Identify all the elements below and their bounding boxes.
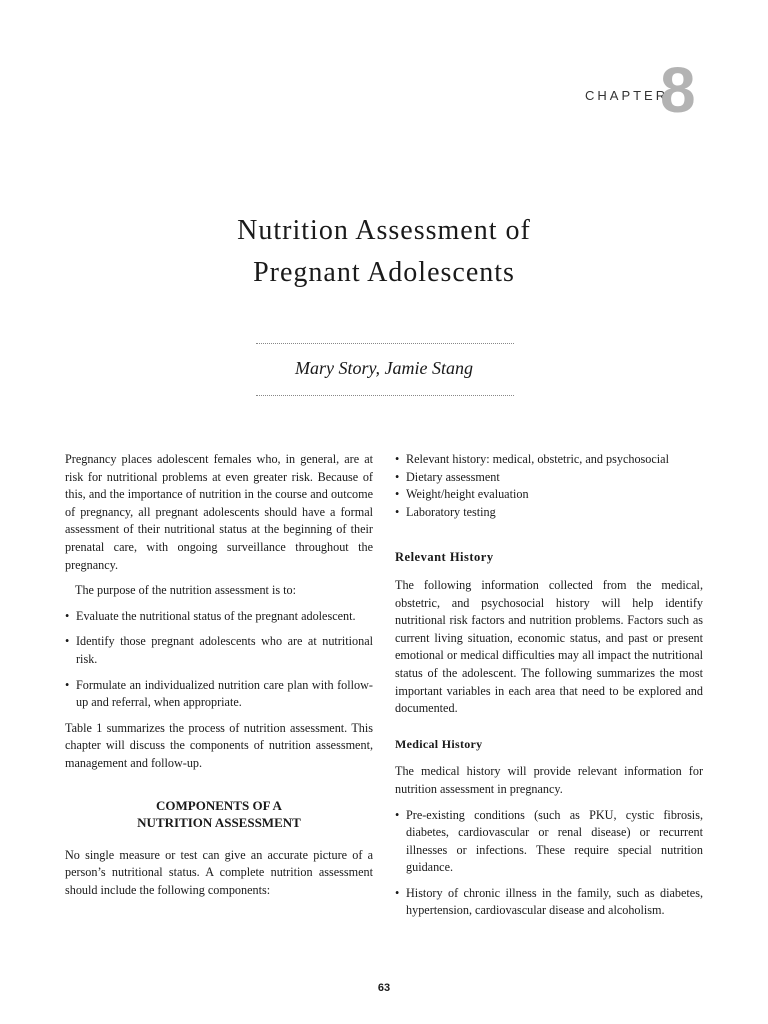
list-item: • Formulate an individualized nutrition care plan with follow-up and referral, when appropriate. — [65, 677, 373, 712]
medical-history-heading: Medical History — [395, 736, 483, 751]
list-item: • Pre-existing conditions (such as PKU, cystic fibrosis, diabetes, cardiovascular or renal disease) or recurrent illnesses or infections. These require special nutrition guidance. — [395, 807, 703, 877]
components-heading-line-2: NUTRITION ASSESSMENT — [137, 814, 301, 830]
components-list — [395, 451, 703, 521]
left-column — [65, 451, 373, 907]
list-item: • History of chronic illness in the family, such as diabetes, hypertension, cardiovascular disease and alcoholism. — [395, 885, 703, 920]
chapter-number: 8 — [660, 54, 696, 126]
purpose-paragraph: The purpose of the nutrition assessment is to: — [75, 583, 297, 598]
dotted-rule-top — [256, 343, 514, 344]
relevant-history-heading: Relevant History — [395, 550, 494, 565]
authors: Mary Story, Jamie Stang — [295, 358, 473, 378]
components-heading — [65, 797, 373, 831]
components-heading-line-1: COMPONENTS OF A — [156, 797, 282, 813]
chapter-label: CHAPTER — [585, 88, 669, 103]
list-item: • Laboratory testing — [395, 504, 703, 522]
dotted-rule-bottom — [256, 395, 514, 396]
list-item: • Weight/height evaluation — [395, 486, 703, 504]
components-paragraph: No single measure or test can give an accurate picture of a person’s nutritional status. A complete nutrition assessment should include the following components: — [65, 847, 373, 897]
table-paragraph: Table 1 summarizes the process of nutrition assessment. This chapter will discuss the components of nutrition assessment, management and follow-up. — [65, 720, 373, 770]
intro-paragraph: Pregnancy places adolescent females who, in general, are at risk for nutritional problems at even greater risk. Because of this, and the importance of nutrition in the course and outcome of pregnancy, all pregnant adolescents should have a formal assessment of their nutritional status at the beginning of their prenatal care, with ongoing surveillance throughout the pregnancy. — [65, 452, 373, 572]
list-item: • Identify those pregnant adolescents who are at nutritional risk. — [65, 633, 373, 668]
medical-history-list — [395, 807, 703, 921]
title-line-1: Nutrition Assessment of — [237, 215, 531, 246]
list-item: • Evaluate the nutritional status of the pregnant adolescent. — [65, 608, 373, 626]
medical-history-paragraph: The medical history will provide relevant information for nutrition assessment in pregnancy. — [395, 764, 703, 796]
chapter-title — [0, 210, 768, 294]
list-item: • Relevant history: medical, obstetric, and psychosocial — [395, 451, 703, 469]
page-number: 63 — [377, 982, 391, 994]
list-item: • Dietary assessment — [395, 469, 703, 487]
relevant-history-paragraph: The following information collected from the medical, obstetric, and psychosocial history will help identify nutritional risk factors and nutrition problems. Factors such as current living situation, economic status, and past or present emotional or medical difficulties may all impact the nutritional status of the adolescent. The following summarizes the most important variables in each area that need to be explored and documented. — [395, 577, 703, 716]
purpose-list — [65, 608, 373, 712]
title-line-2: Pregnant Adolescents — [253, 257, 515, 288]
right-column — [395, 451, 703, 928]
